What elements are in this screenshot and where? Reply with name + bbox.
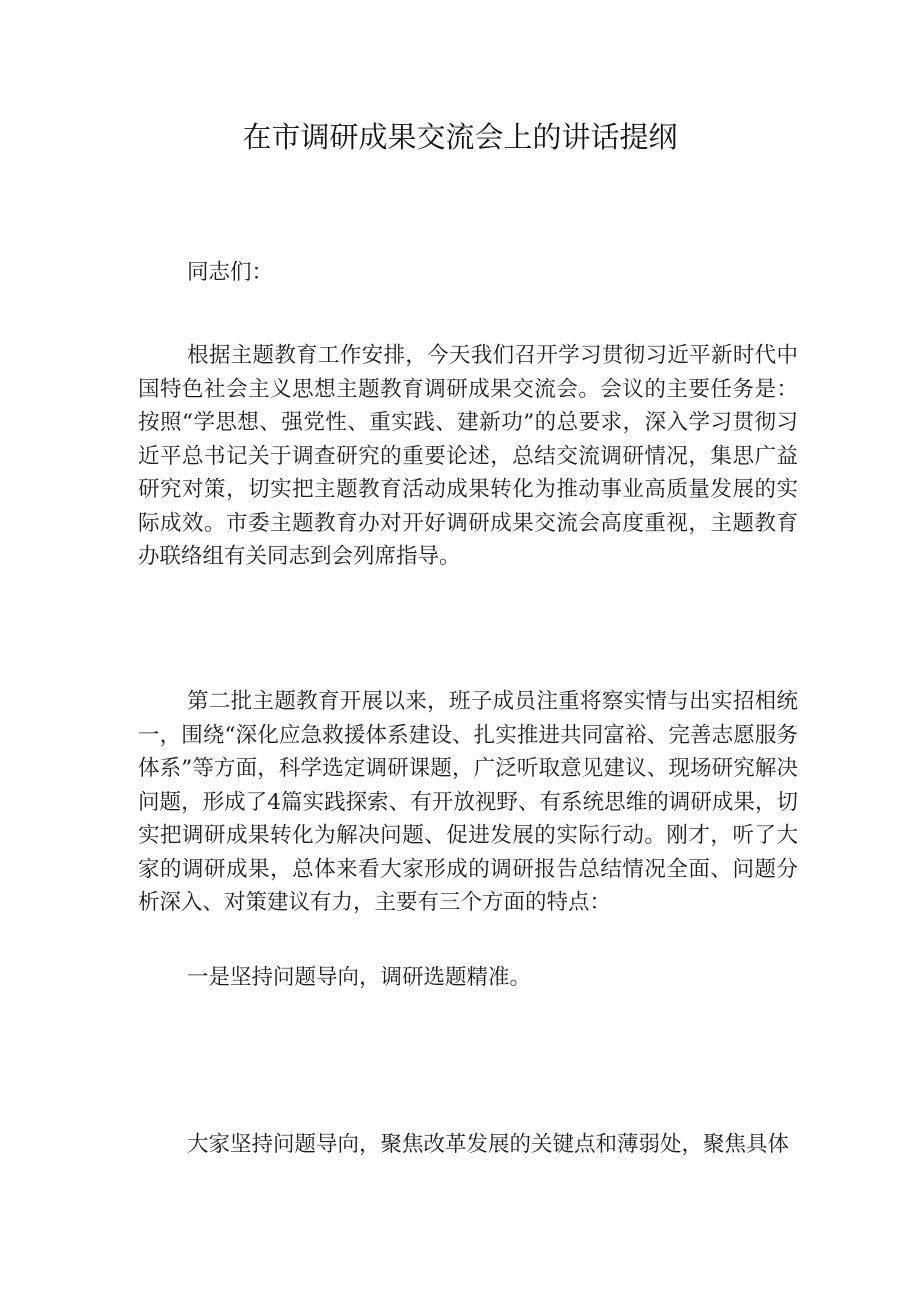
body-paragraph-3: 大家坚持问题导向，聚焦改革发展的关键点和薄弱处，聚焦具体 [187, 1132, 790, 1157]
body-paragraph-1: 根据主题教育工作安排，今天我们召开学习贯彻习近平新时代中国特色社会主义思想主题教育调研成果交流会。会议的主要任务是：按照“学思想、强党性、重实践、建新功”的总要求，深入学习贯彻习近平总书记关于调查研究的重要论述，总结交流调研情况，集思广益研究对策，切实把主题教育活动成果转化为推动事业高质量发展的实际成效。市委主题教育办对开好调研成果交流会高度重视，主题教育办联络组有关同志到会列席指导。 [138, 343, 798, 569]
greeting-paragraph: 同志们： [187, 260, 274, 285]
document-title: 在市调研成果交流会上的讲话提纲 [242, 120, 678, 154]
body-paragraph-2: 第二批主题教育开展以来，班子成员注重将察实情与出实招相统一，围绕“深化应急救援体系建设、扎实推进共同富裕、完善志愿服务体系”等方面，科学选定调研课题，广泛听取意见建议、现场研究解决问题，形成了4篇实践探索、有开放视野、有系统思维的调研成果，切实把调研成果转化为解决问题、促进发展的实际行动。刚才，听了大家的调研成果，总体来看大家形成的调研报告总结情况全面、问题分析深入、对策建议有力，主要有三个方面的特点： [138, 689, 798, 915]
section-heading-paragraph: 一是坚持问题导向，调研选题精准。 [187, 965, 532, 990]
